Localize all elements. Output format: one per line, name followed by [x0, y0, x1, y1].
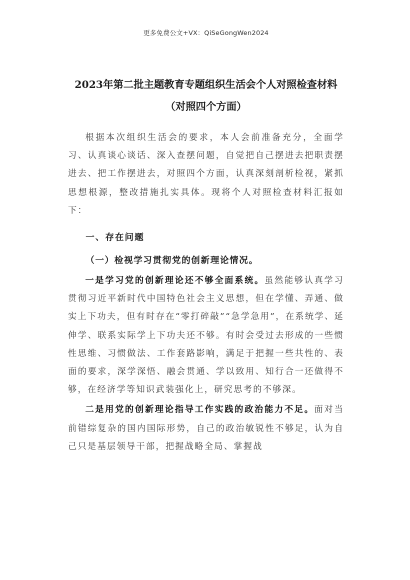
header-note: 更多免费公文+VX：QiSeGongWen2024	[143, 29, 269, 37]
section-heading-problems: 一、存在问题	[85, 233, 145, 244]
item-2-body: 面对当前错综复杂的国内国际形势，自己的政治敏锐性不够足，认为自己只是基层领导干部，把握战略全局、掌握战	[68, 405, 344, 452]
intro-paragraph: 根据本次组织生活会的要求，本人会前准备充分，全面学习、认真谈心谈话、深入查摆问题，自觉把自己摆进去把职责摆进去、把工作摆进去，对照四个方面，认真深刻剖析检视，紧抓思想根源，整改措施扎实具体。现将个人对照检查材料汇报如下：	[68, 133, 344, 216]
item-2-lead: 二是用党的创新理论指导工作实践的政治能力不足。	[85, 405, 315, 416]
document-subtitle: （对照四个方面）	[165, 101, 247, 113]
item-2-paragraph	[68, 401, 344, 456]
item-1-body: 虽然能够认真学习贯彻习近平新时代中国特色社会主义思想，但在学懂、弄通、做实上下功夫，但有时存在“零打碎敲”“急学急用”，在系统学、延伸学、联系实际学上下功夫还不够。有时会受过去形成的一些惯性思维、习惯做法、工作套路影响，满足于把握一些共性的、表面的要求，深学深悟、融会贯通、学以致用、知行合一还做得不够，在经济学等知识武装强化上，研究思考的不够深。	[68, 276, 344, 396]
item-1-paragraph	[68, 272, 344, 399]
item-1-lead: 一是学习党的创新理论还不够全面系统。	[85, 276, 265, 287]
subsection-heading-theory: （一）检视学习贯彻党的创新理论情况。	[85, 256, 259, 267]
document-title: 2023年第二批主题教育专题组织生活会个人对照检查材料	[74, 79, 338, 91]
